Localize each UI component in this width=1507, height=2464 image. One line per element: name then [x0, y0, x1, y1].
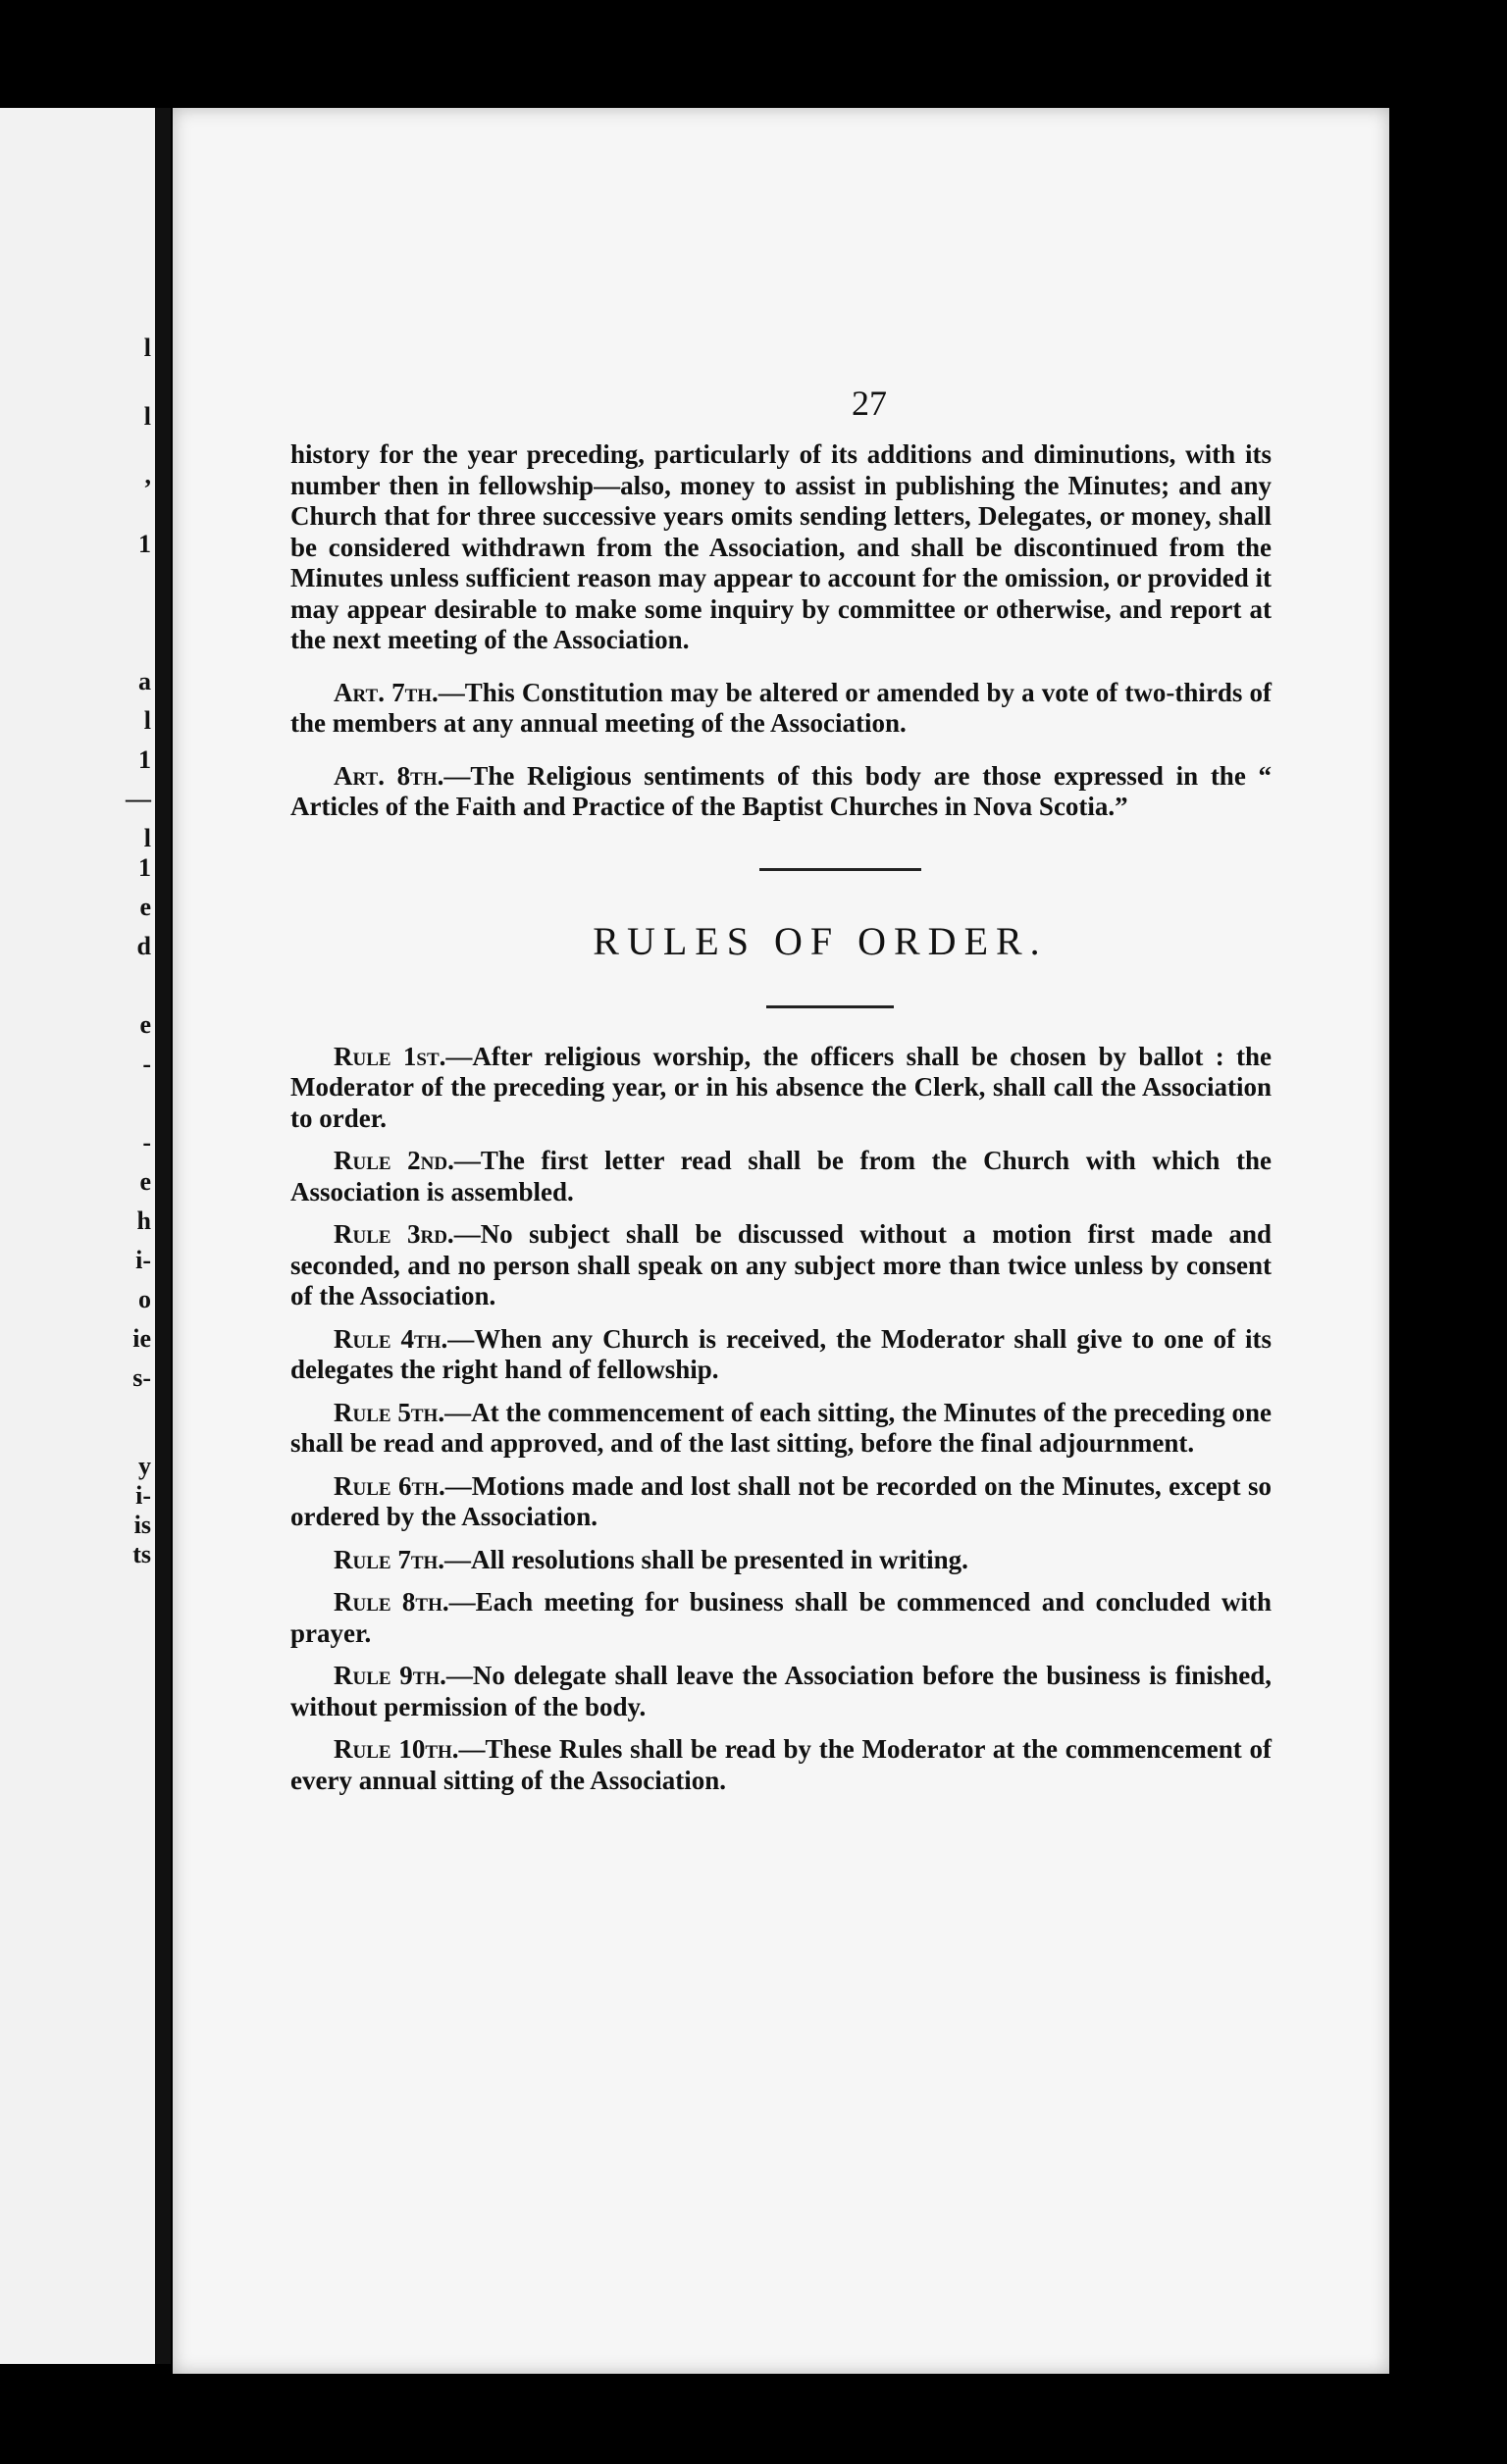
- left-page-fragment: -: [142, 1050, 151, 1078]
- rule-text: —At the commencement of each sitting, the Minutes of the preceding one shall be read and approved, and of the last sitting, before the final adjournment.: [290, 1397, 1272, 1458]
- rule-label: Rule 1st.: [334, 1041, 446, 1071]
- left-page-fragment: l: [143, 402, 151, 431]
- left-page-fragment: l: [143, 706, 151, 735]
- article-7-text: —This Constitution may be altered or amended by a vote of two-thirds of the members at any annual meeting of the Association.: [290, 677, 1272, 738]
- rule-label: Rule 2nd.: [334, 1146, 454, 1175]
- left-page-sliver: [0, 108, 157, 2364]
- book-gutter: [155, 108, 171, 2364]
- rule-text: —Each meeting for business shall be commenced and concluded with prayer.: [290, 1587, 1272, 1648]
- rule-text: —Motions made and lost shall not be recorded on the Minutes, except so ordered by the Association.: [290, 1470, 1272, 1531]
- article-7: [290, 678, 1272, 740]
- rule-label: Rule 5th.: [334, 1397, 445, 1427]
- left-page-fragment: a: [138, 667, 151, 695]
- rule-text: —No delegate shall leave the Association before the business is finished, without permission of the body.: [290, 1661, 1272, 1721]
- left-page-fragment: i-: [135, 1246, 151, 1274]
- rule-item: [290, 1587, 1272, 1649]
- divider-top: [759, 868, 921, 871]
- left-page-fragment: l: [143, 334, 151, 362]
- rule-text: —No subject shall be discussed without a motion first made and seconded, and no person shall speak on any subject more than twice unless by consent of the Association.: [290, 1219, 1272, 1310]
- left-page-fragment: is: [133, 1511, 151, 1539]
- left-page-fragment: h: [136, 1206, 151, 1235]
- rule-item: [290, 1324, 1272, 1386]
- rule-label: Rule 4th.: [334, 1323, 448, 1354]
- rule-item: [290, 1219, 1272, 1312]
- left-page-fragment: y: [138, 1452, 151, 1480]
- left-page-fragment: d: [136, 932, 151, 960]
- rule-label: Rule 8th.: [334, 1587, 449, 1617]
- rules-list: [290, 1042, 1272, 1797]
- left-page-fragment: i-: [135, 1481, 151, 1510]
- page-content: [290, 383, 1272, 1796]
- article-7-label: Art. 7th.: [334, 677, 439, 707]
- section-title: RULES OF ORDER.: [593, 918, 1048, 963]
- left-page-fragment: 1: [138, 745, 151, 774]
- left-page-fragment: ts: [132, 1540, 151, 1568]
- left-page-fragment: ie: [132, 1324, 151, 1353]
- left-page-fragment: 1: [138, 530, 151, 558]
- rule-text: —These Rules shall be read by the Moderator at the commencement of every annual sitting of the Association.: [290, 1734, 1272, 1795]
- left-page-fragment: -: [142, 1128, 151, 1156]
- left-page-fragment: e: [139, 1167, 151, 1196]
- left-page-fragment: e: [139, 1010, 151, 1039]
- rule-text: —All resolutions shall be presented in writing.: [444, 1544, 968, 1574]
- left-page-fragment: l: [143, 824, 151, 852]
- rule-text: —The first letter read shall be from the Church with which the Association is assembled.: [290, 1146, 1273, 1206]
- rule-label: Rule 3rd.: [334, 1219, 454, 1249]
- rule-label: Rule 6th.: [334, 1470, 445, 1501]
- rule-item: [290, 1042, 1272, 1135]
- left-page-fragment: s-: [132, 1363, 151, 1392]
- left-page-fragment: 1: [138, 853, 151, 882]
- rule-item: [290, 1734, 1272, 1796]
- page-number: 27: [852, 384, 887, 423]
- rule-text: —After religious worship, the officers shall be chosen by ballot : the Moderator of the preceding year, or in his absence the Clerk, shall call the Association to order.: [290, 1041, 1273, 1133]
- book-page: [173, 108, 1389, 2374]
- article-8: [290, 761, 1272, 823]
- paragraph-continuation: history for the year preceding, particularly of its additions and diminutions, with its number then in fellowship—also, money to assist in publishing the Minutes; and any Church that for three successive years omits sending letters, Delegates, or money, shall be considered withdrawn from the Association, and shall be discontinued from the Minutes unless sufficient reason may appear to account for the omission, or provided it may appear desirable to make some inquiry by committee or otherwise, and report at the next meeting of the Association.: [290, 439, 1272, 654]
- rule-item: [290, 1661, 1272, 1722]
- rule-label: Rule 9th.: [334, 1661, 446, 1690]
- rule-text: —When any Church is received, the Moderator shall give to one of its delegates the right hand of fellowship.: [290, 1323, 1272, 1384]
- rule-label: Rule 10th.: [334, 1734, 459, 1764]
- rule-item: [290, 1398, 1272, 1460]
- divider-bottom: [766, 1005, 894, 1008]
- rule-item: [290, 1545, 1272, 1576]
- left-page-fragments: [0, 108, 157, 2364]
- rule-label: Rule 7th.: [334, 1544, 445, 1574]
- rule-item: [290, 1471, 1272, 1533]
- left-page-fragment: e: [139, 893, 151, 921]
- left-page-fragment: o: [138, 1285, 151, 1313]
- article-8-text: —The Religious sentiments of this body are those expressed in the “ Articles of the Faith and Practice of the Baptist Churches in Nova Scotia.”: [290, 760, 1272, 821]
- rule-item: [290, 1146, 1272, 1207]
- article-8-label: Art. 8th.: [334, 760, 444, 791]
- left-page-fragment: ,: [144, 461, 151, 489]
- left-page-fragment: —: [126, 785, 151, 813]
